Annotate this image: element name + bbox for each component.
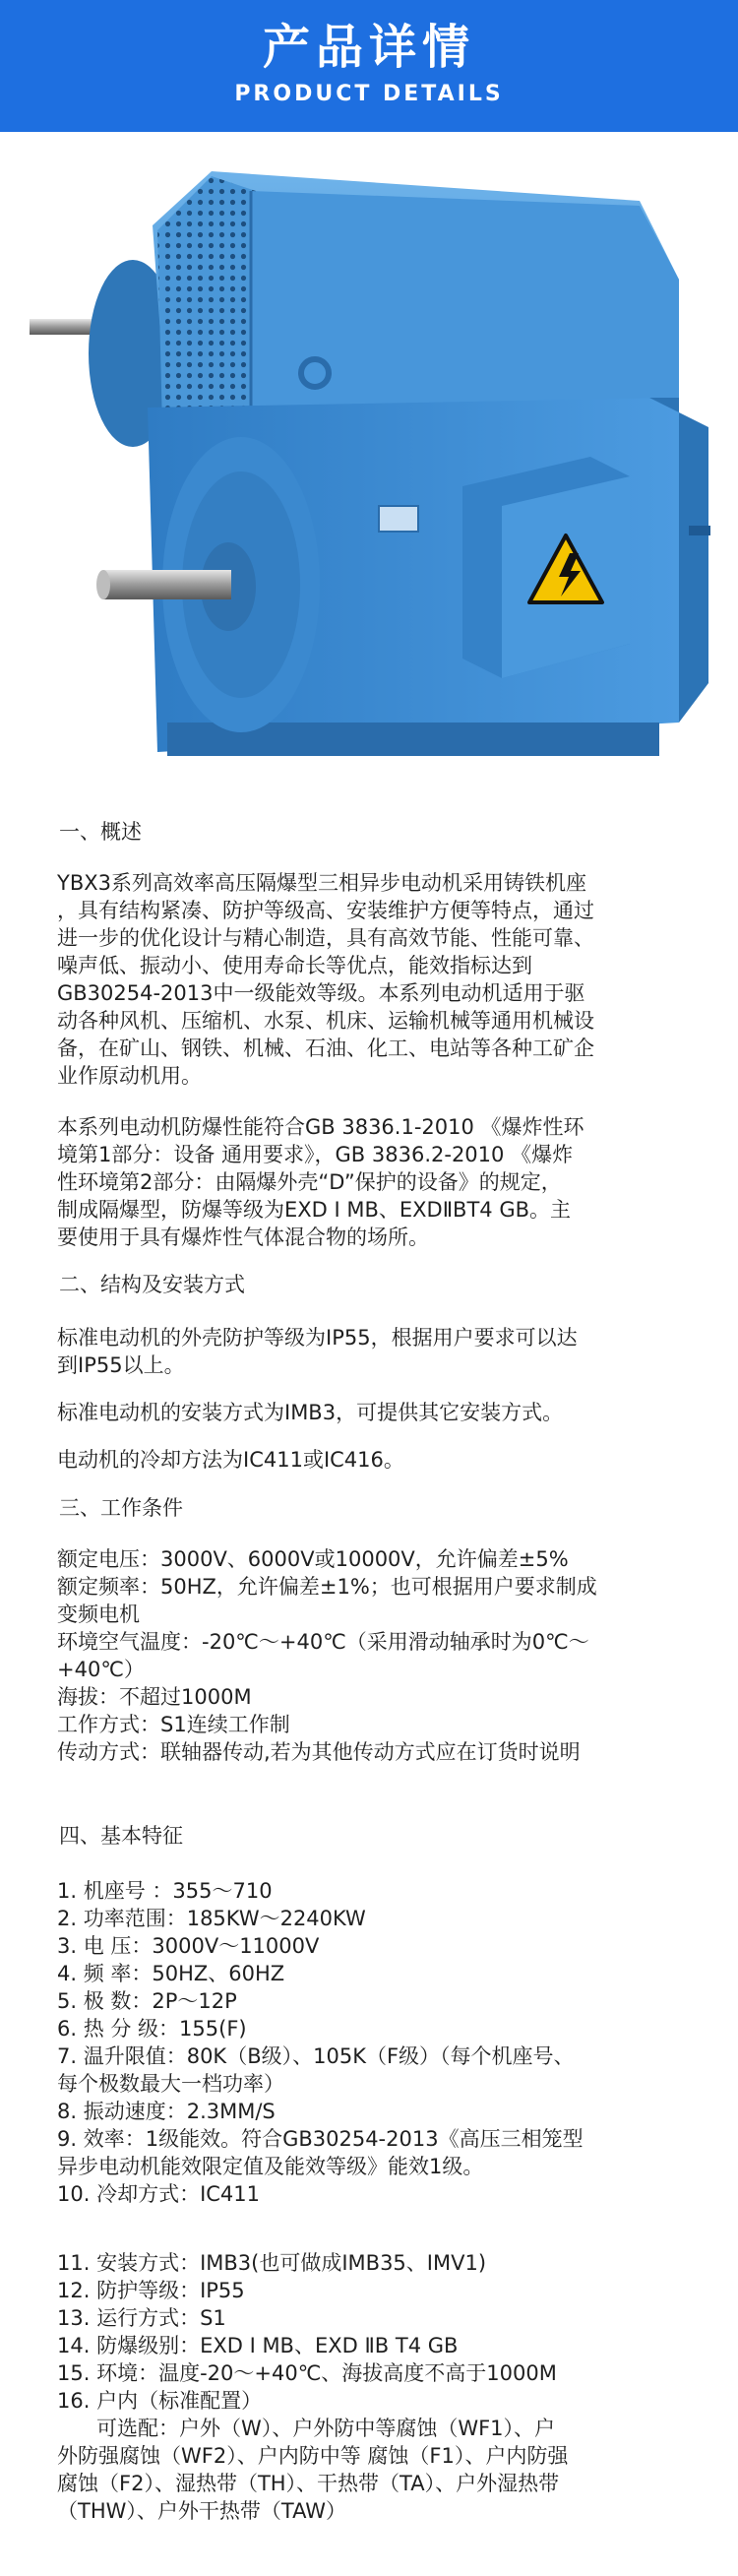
feature-line: 15. 环境：温度-20～+40℃、海拔高度不高于1000M (57, 2361, 557, 2385)
condition-line: 变频电机 (57, 1602, 140, 1626)
feature-line: 5. 极 数：2P～12P (57, 1989, 237, 2013)
overview-line: 噪声低、振动小、使用寿命长等优点，能效指标达到 (57, 954, 532, 977)
feature-line: 异步电动机能效限定值及能效等级》能效1级。 (57, 2155, 484, 2178)
condition-line: 额定电压：3000V、6000V或10000V，允许偏差±5% (57, 1547, 569, 1571)
structure-line: 电动机的冷却方法为IC411或IC416。 (57, 1448, 404, 1472)
condition-line: 额定频率：50HZ，允许偏差±1%；也可根据用户要求制成 (57, 1575, 597, 1599)
feature-line: 2. 功率范围：185KW～2240KW (57, 1907, 366, 1930)
condition-line: 环境空气温度：-20℃～+40℃（采用滑动轴承时为0℃～ (57, 1630, 589, 1654)
feature-line: 腐蚀（F2）、湿热带（TH）、干热带（TA）、户外湿热带 (57, 2472, 560, 2495)
header-banner (0, 0, 738, 132)
feature-line: 7. 温升限值：80K（B级）、105K（F级）（每个机座号、 (57, 2044, 575, 2068)
feature-line: 12. 防护等级：IP55 (57, 2279, 245, 2302)
feature-line: 6. 热 分 级：155(F) (57, 2017, 247, 2041)
feature-line: 11. 安装方式：IMB3(也可做成IMB35、IMV1) (57, 2251, 487, 2275)
nameplate (379, 506, 418, 532)
feature-line: 3. 电 压：3000V～11000V (57, 1934, 320, 1958)
overview-line: 进一步的优化设计与精心制造，具有高效节能、性能可靠、 (57, 926, 594, 950)
output-shaft (103, 570, 231, 599)
explosion-proof-line: 本系列电动机防爆性能符合GB 3836.1-2010 《爆炸性环 (57, 1115, 584, 1139)
feature-line: 8. 振动速度：2.3MM/S (57, 2100, 276, 2123)
product-image (0, 132, 738, 811)
feature-line: 外防强腐蚀（WF2）、户内防中等 腐蚀（F1）、户内防强 (57, 2444, 569, 2468)
feature-line: 1. 机座号 ：355～710 (57, 1879, 273, 1903)
feature-line: 14. 防爆级别：EXD I MB、EXD ⅡB T4 GB (57, 2334, 459, 2357)
motor-illustration (0, 132, 738, 811)
feature-line: （THW）、户外干热带（TAW） (57, 2499, 347, 2523)
feature-line: 可选配：户外（W）、户外防中等腐蚀（WF1）、户 (57, 2417, 556, 2440)
section-heading-structure: 二、结构及安装方式 (59, 1273, 245, 1296)
feature-line: 13. 运行方式：S1 (57, 2306, 226, 2330)
explosion-proof-line: 性环境第2部分：由隔爆外壳“D”保护的设备》的规定， (57, 1170, 562, 1194)
feature-line: 16. 户内（标准配置） (57, 2389, 263, 2413)
feature-line: 9. 效率：1级能效。符合GB30254-2013《高压三相笼型 (57, 2127, 584, 2151)
overview-line: 备，在矿山、钢铁、机械、石油、化工、电站等各种工矿企 (57, 1037, 594, 1060)
structure-line: 标准电动机的安装方式为IMB3，可提供其它安装方式。 (57, 1401, 564, 1424)
feature-line: 每个极数最大一档功率） (57, 2072, 284, 2096)
page-subtitle: PRODUCT DETAILS (234, 82, 504, 106)
page-title: 产品详情 (262, 20, 475, 75)
feature-line: 4. 频 率：50HZ、60HZ (57, 1962, 285, 1985)
explosion-proof-line: 境第1部分：设备 通用要求》，GB 3836.2-2010 《爆炸 (57, 1143, 574, 1166)
structure-line: 标准电动机的外壳防护等级为IP55，根据用户要求可以达 (57, 1326, 578, 1350)
section-heading-conditions: 三、工作条件 (59, 1496, 183, 1520)
condition-line: +40℃） (57, 1658, 145, 1681)
condition-line: 工作方式：S1连续工作制 (57, 1713, 290, 1736)
overview-line: ，具有结构紧凑、防护等级高、安装维护方便等特点，通过 (57, 899, 594, 922)
explosion-proof-line: 制成隔爆型，防爆等级为EXD I MB、EXDⅡBT4 GB。主 (57, 1198, 572, 1222)
structure-line: 到IP55以上。 (57, 1353, 185, 1377)
section-heading-overview: 一、概述 (59, 820, 142, 844)
overview-line: GB30254-2013中一级能效等级。本系列电动机适用于驱 (57, 981, 585, 1005)
overview-line: 动各种风机、压缩机、水泵、机床、运输机械等通用机械设 (57, 1009, 594, 1033)
overview-line: 业作原动机用。 (57, 1064, 202, 1088)
condition-line: 传动方式：联轴器传动,若为其他传动方式应在订货时说明 (57, 1740, 581, 1764)
section-heading-features: 四、基本特征 (59, 1824, 183, 1848)
feature-line: 10. 冷却方式：IC411 (57, 2182, 261, 2206)
overview-line: YBX3系列高效率高压隔爆型三相异步电动机采用铸铁机座 (57, 871, 586, 895)
condition-line: 海拔：不超过1000M (57, 1685, 252, 1709)
explosion-proof-line: 要使用于具有爆炸性气体混合物的场所。 (57, 1225, 429, 1249)
